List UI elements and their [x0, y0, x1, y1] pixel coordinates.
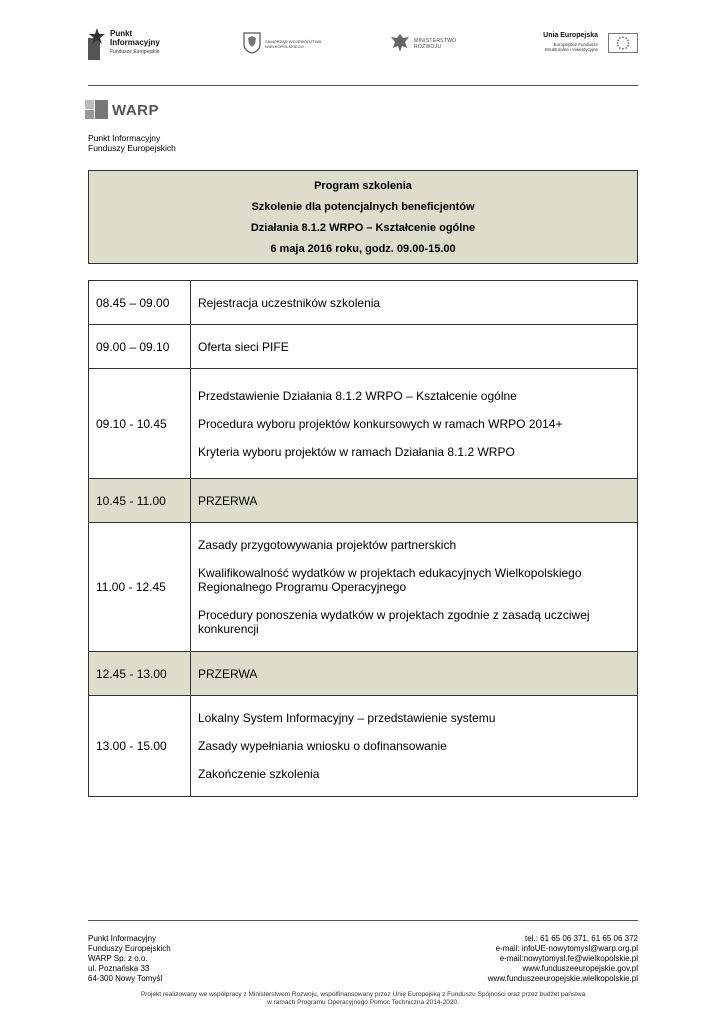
agenda-item: Zakończenie szkolenia — [198, 767, 320, 781]
logo-bar — [88, 26, 638, 62]
eu-logo-line3: Strukturalne i Inwestycyjne — [544, 47, 598, 52]
agenda-item: Oferta sieci PIFE — [198, 339, 289, 354]
agenda-break-row — [89, 652, 638, 696]
footer-email-link[interactable]: e-mail:nowytomysl.fe@wielkopolskie.pl — [499, 954, 638, 963]
agenda-item: Kryteria wyboru projektów w ramach Działania 8.1.2 WRPO — [198, 444, 515, 459]
program-title-box — [88, 170, 638, 264]
agenda-item: PRZERWA — [198, 493, 258, 508]
agenda-row — [89, 369, 638, 479]
agenda-item: Lokalny System Informacyjny – przedstawienie systemu — [198, 711, 496, 725]
title-line4: 6 maja 2016 roku, godz. 09.00-15.00 — [270, 243, 456, 255]
pife-logo-line3: Fundusze Europejskie — [110, 49, 160, 55]
agenda-time: 11.00 - 12.45 — [89, 523, 191, 652]
agenda-topic — [191, 523, 638, 652]
warp-subtitle — [88, 133, 176, 153]
eu-logo — [543, 26, 638, 62]
wielkopolska-logo — [243, 26, 333, 62]
footer-address — [88, 934, 171, 984]
eagle-crest-icon — [243, 32, 261, 54]
agenda-topic — [191, 369, 638, 479]
agenda-table — [88, 280, 638, 797]
agenda-item: Procedury ponoszenia wydatków w projektach zgodnie z zasadą uczciwej konkurencji — [198, 608, 590, 636]
pife-logo-line2: Informacyjny — [110, 38, 160, 47]
footer-left-line: WARP Sp. z o.o. — [88, 954, 148, 963]
agenda-topic — [191, 325, 638, 369]
ministry-logo-line2: ROZWOJU — [414, 44, 442, 50]
footer-funding-note — [88, 991, 638, 1007]
footer-email-link[interactable]: e-mail: infoUE-nowytomysl@warp.org.pl — [495, 944, 638, 953]
agenda-topic — [191, 281, 638, 325]
agenda-item: Rejestracja uczestników szkolenia — [198, 295, 381, 310]
pife-logo — [88, 26, 208, 62]
warp-square-icon — [85, 110, 94, 119]
agenda-topic — [191, 479, 638, 523]
agenda-row — [89, 696, 638, 797]
eu-logo-line1: Unia Europejska — [543, 32, 598, 39]
agenda-item: Zasady wypełniania wniosku o dofinansowanie — [198, 739, 447, 753]
eu-logo-line2: Europejskie Fundusze — [553, 42, 598, 47]
agenda-topic — [191, 652, 638, 696]
agenda-item: Zasady przygotowywania projektów partnerskich — [198, 538, 457, 552]
warp-logo — [85, 100, 175, 126]
agenda-row — [89, 523, 638, 652]
agenda-row — [89, 325, 638, 369]
agenda-time: 08.45 – 09.00 — [89, 281, 191, 325]
agenda-item: Przedstawienie Działania 8.1.2 WRPO – Kształcenie ogólne — [198, 388, 517, 403]
pife-star-icon — [88, 28, 106, 60]
ministry-logo-line1: MINISTERSTWO — [414, 38, 457, 44]
agenda-item: Kwalifikowalność wydatków w projektach edukacyjnych Wielkopolskiego Regionalnego Programu Operacyjnego — [198, 566, 582, 594]
warp-square-icon — [95, 100, 108, 119]
ministry-logo — [390, 26, 470, 62]
header-divider — [88, 85, 638, 86]
wielkopolska-logo-text: SAMORZĄD WOJEWÓDZTWA WIELKOPOLSKIEGO — [265, 39, 322, 49]
agenda-break-row — [89, 479, 638, 523]
footer-website-link[interactable]: www.funduszeeuropejskie.wielkopolskie.pl — [487, 974, 638, 983]
agenda-row — [89, 281, 638, 325]
warp-subtitle-line2: Funduszy Europejskich — [88, 143, 176, 153]
agenda-topic — [191, 696, 638, 797]
footer-note-line2: w ramach Programu Operacyjnego Pomoc Techniczna 2014-2020. — [267, 999, 459, 1006]
agenda-time: 10.45 - 11.00 — [89, 479, 191, 523]
warp-logo-text: WARP — [112, 102, 159, 119]
agenda-item: Procedura wyboru projektów konkursowych w ramach WRPO 2014+ — [198, 416, 563, 431]
agenda-time: 12.45 - 13.00 — [89, 652, 191, 696]
agenda-time: 09.10 - 10.45 — [89, 369, 191, 479]
eagle-icon — [390, 32, 410, 54]
title-line2: Szkolenie dla potencjalnych beneficjentów — [251, 201, 475, 213]
footer-left-line: 64-300 Nowy Tomyśl — [88, 974, 163, 983]
pife-logo-line1: Punkt — [110, 29, 133, 38]
agenda-time: 09.00 – 09.10 — [89, 325, 191, 369]
footer-left-line: Punkt Informacyjny — [88, 934, 157, 943]
agenda-time: 13.00 - 15.00 — [89, 696, 191, 797]
footer-contact — [488, 934, 638, 984]
eu-flag-icon — [608, 33, 638, 53]
warp-subtitle-line1: Punkt Informacyjny — [88, 133, 161, 143]
title-line3: Działania 8.1.2 WRPO – Kształcenie ogólne — [250, 222, 476, 234]
footer-left-line: Funduszy Europejskich — [88, 944, 171, 953]
agenda-item: PRZERWA — [198, 666, 258, 681]
footer-note-line1: Projekt realizowany we współpracy z Ministerstwem Rozwoju, współfinansowany przez Unię Europejską z Funduszu Spójności oraz przez budżet państwa — [140, 991, 586, 998]
footer-left-line: ul. Poznańska 33 — [88, 964, 150, 973]
title-line1: Program szkolenia — [314, 180, 412, 192]
footer-phone: tel.: 61 65 06 371, 61 65 06 372 — [525, 934, 638, 943]
warp-square-icon — [85, 100, 94, 109]
footer-website-link[interactable]: www.funduszeeuropejskie.gov.pl — [522, 964, 638, 973]
footer-divider — [88, 920, 638, 921]
